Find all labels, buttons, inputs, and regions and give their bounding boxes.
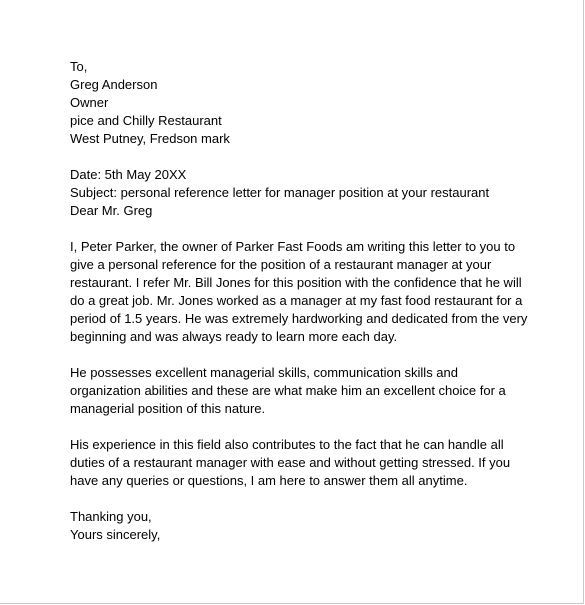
letter-greeting: Dear Mr. Greg (70, 203, 153, 218)
spacer (70, 418, 530, 436)
paragraph-2 (70, 364, 530, 418)
paragraph-line: He possesses excellent managerial skills, communication skills and (70, 365, 459, 380)
paragraph-line: give a personal reference for the position of a restaurant manager at your (70, 257, 492, 272)
paragraph-line: managerial position of this nature. (70, 401, 266, 416)
recipient-title: Owner (70, 95, 109, 110)
spacer (70, 346, 530, 364)
to-label: To, (70, 59, 88, 74)
paragraph-line: have any queries or questions, I am here to answer them all anytime. (70, 473, 468, 488)
paragraph-line: do a great job. Mr. Jones worked as a manager at my fast food restaurant for a (70, 293, 523, 308)
paragraph-1 (70, 238, 530, 346)
spacer (70, 220, 530, 238)
paragraph-3 (70, 436, 530, 490)
recipient-address: West Putney, Fredson mark (70, 131, 230, 146)
paragraph-line: period of 1.5 years. He was extremely hardworking and dedicated from the very (70, 311, 528, 326)
paragraph-line: His experience in this field also contributes to the fact that he can handle all (70, 437, 504, 452)
recipient-company: pice and Chilly Restaurant (70, 113, 222, 128)
paragraph-line: duties of a restaurant manager with ease and without getting stressed. If you (70, 455, 511, 470)
spacer (70, 148, 530, 166)
paragraph-line: I, Peter Parker, the owner of Parker Fast Foods am writing this letter to you to (70, 239, 516, 254)
closing-signoff: Yours sincerely, (70, 527, 161, 542)
closing-thanks: Thanking you, (70, 509, 152, 524)
letter-body (70, 58, 530, 544)
recipient-name: Greg Anderson (70, 77, 158, 92)
letter-subject: Subject: personal reference letter for manager position at your restaurant (70, 185, 490, 200)
paragraph-line: beginning and was always ready to learn more each day. (70, 329, 398, 344)
letter-date: Date: 5th May 20XX (70, 167, 187, 182)
spacer (70, 490, 530, 508)
paragraph-line: organization abilities and these are what make him an excellent choice for a (70, 383, 506, 398)
paragraph-line: restaurant. I refer Mr. Bill Jones for this position with the confidence that he will (70, 275, 522, 290)
